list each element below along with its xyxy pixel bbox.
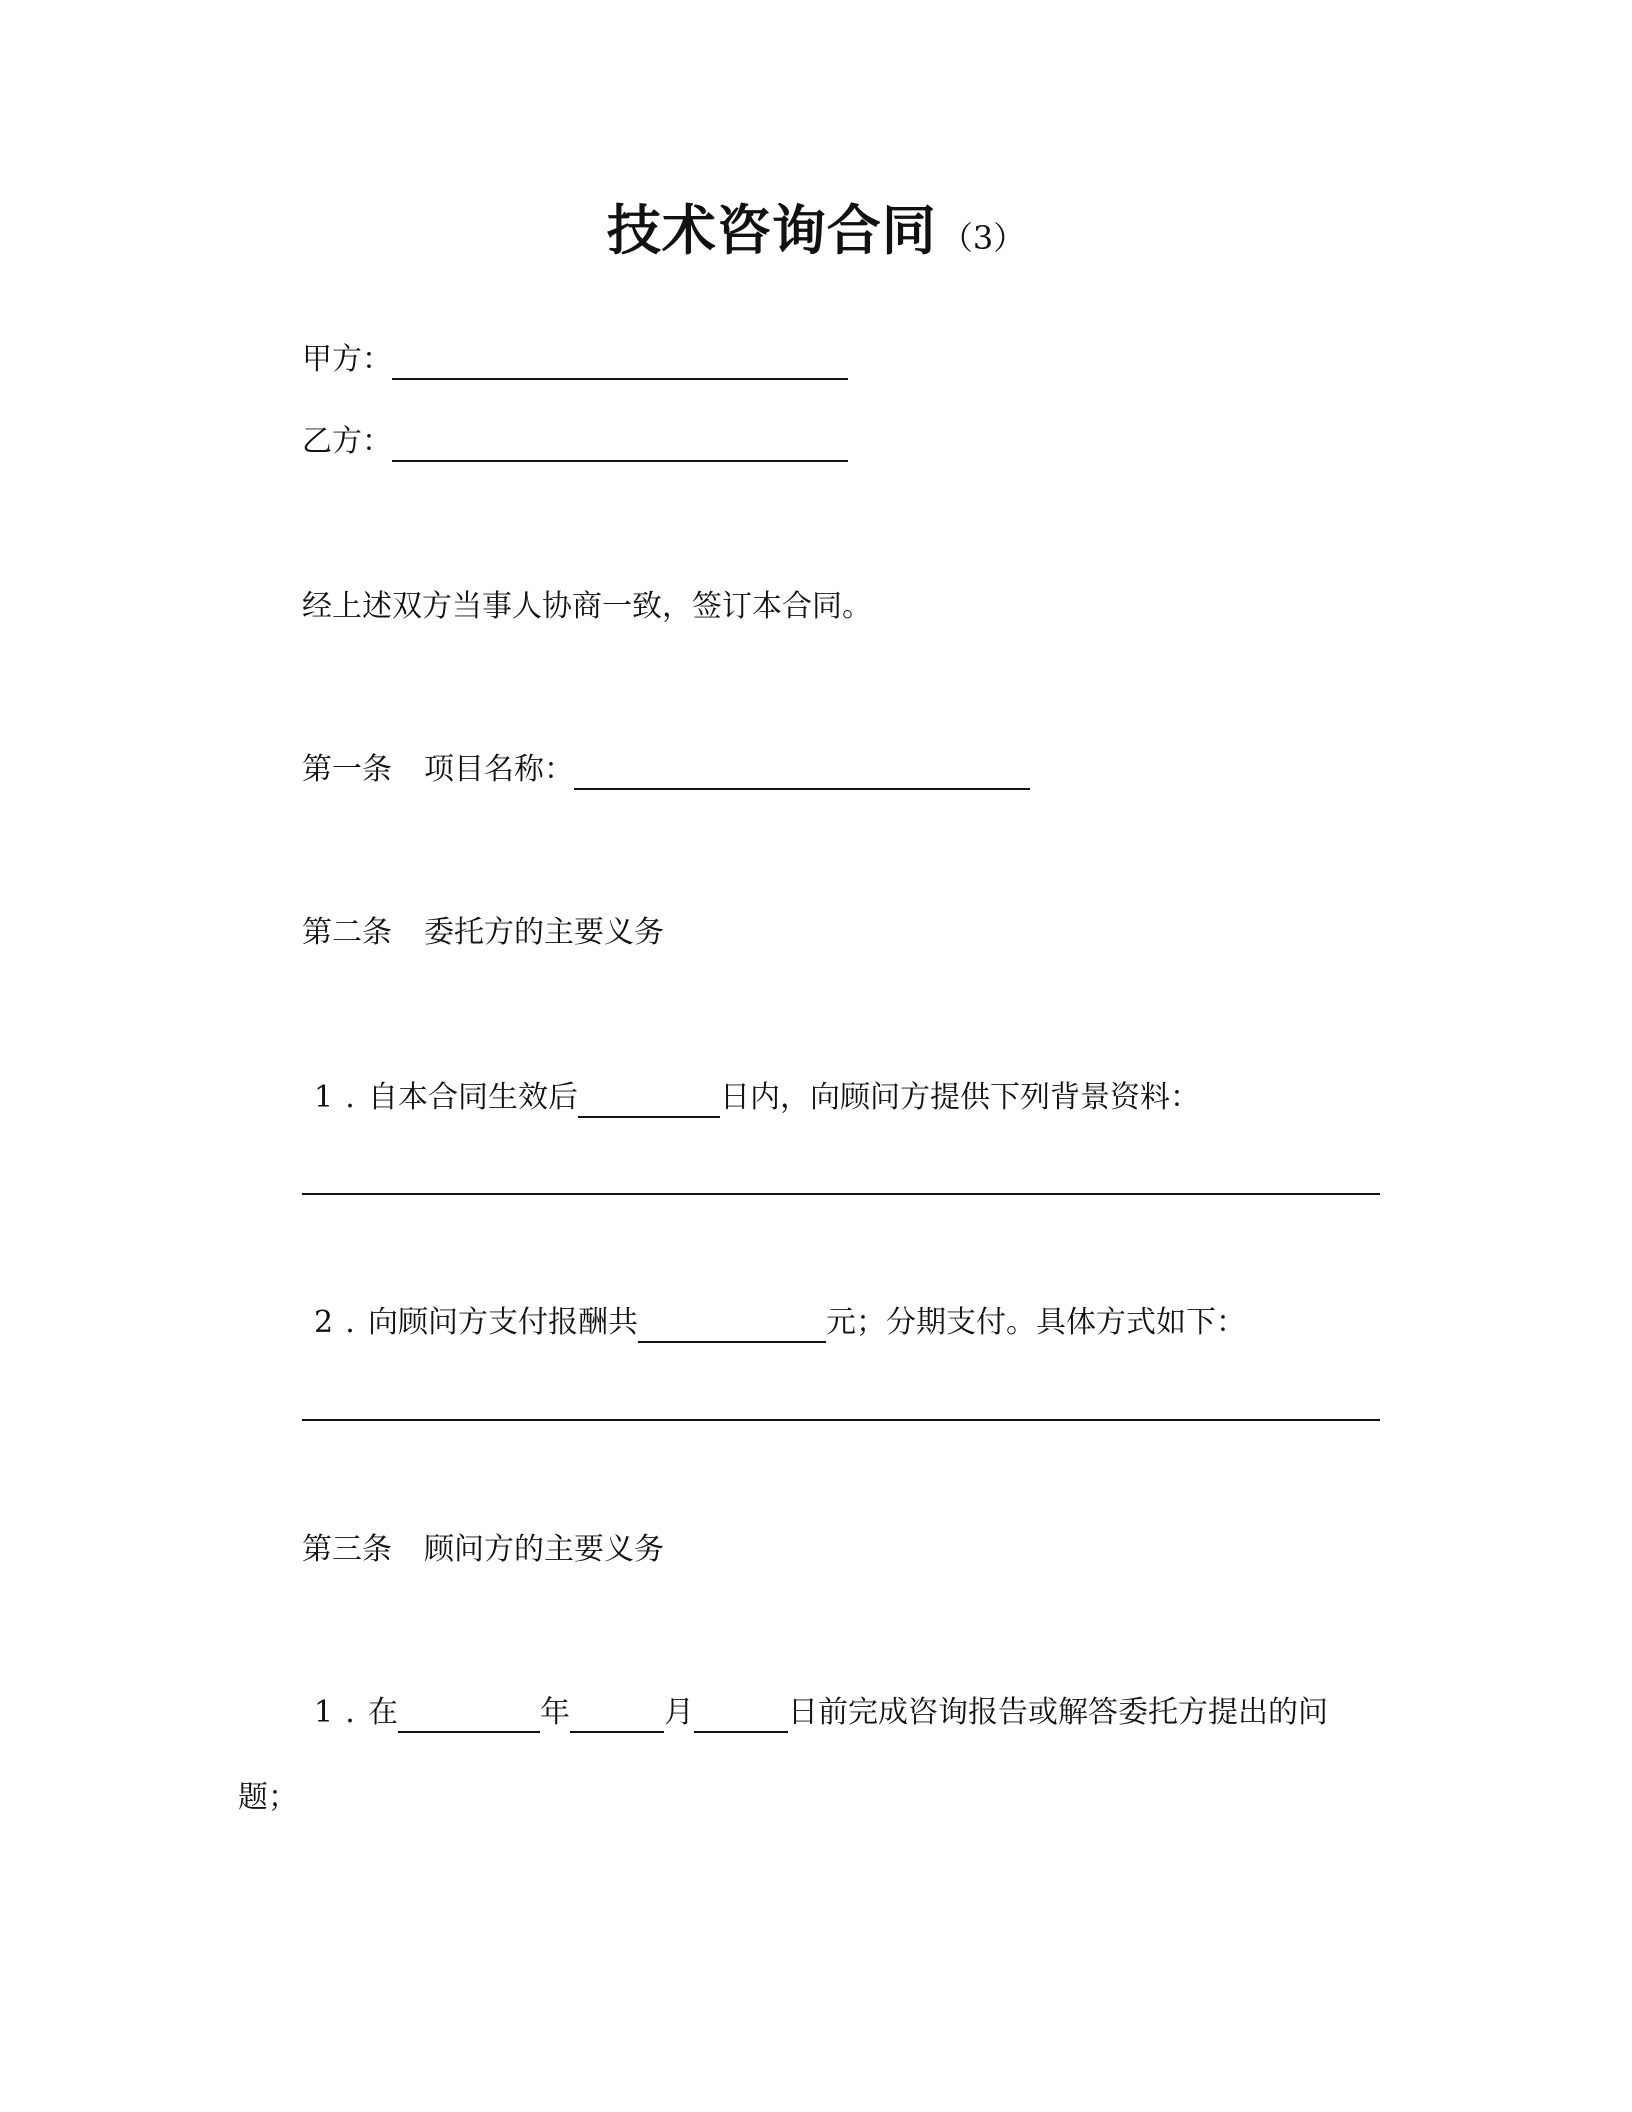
article-1-label: 项目名称： [424, 752, 574, 787]
payment-amount-blank[interactable] [638, 1309, 826, 1343]
article-1-number: 第一条 [302, 752, 392, 787]
article-3-item-1 [302, 1693, 1328, 1733]
article-2-number: 第二条 [302, 915, 392, 950]
item-text-before: 向顾问方支付报酬共 [368, 1305, 638, 1340]
month-blank[interactable] [570, 1699, 664, 1733]
article-2-heading-line [302, 913, 664, 953]
article-3-heading-line [302, 1530, 664, 1570]
item-number: 1 [314, 1695, 334, 1730]
title-main: 技术咨询合同 [606, 199, 937, 262]
year-blank[interactable] [398, 1699, 540, 1733]
item-number: 2 [314, 1305, 334, 1340]
party-a-blank[interactable] [392, 346, 848, 380]
item-text-before: 在 [368, 1695, 398, 1730]
year-label: 年 [540, 1695, 570, 1730]
item-dot: . [345, 1305, 355, 1340]
preamble: 经上述双方当事人协商一致，签订本合同。 [302, 589, 872, 624]
article-2-item-1 [302, 1078, 1200, 1118]
party-b-line [302, 422, 848, 462]
article-2-item-2 [302, 1303, 1246, 1343]
item-dot: . [345, 1080, 355, 1115]
party-b-label: 乙方： [302, 424, 392, 459]
page-title [0, 188, 1632, 265]
item-text-before: 自本合同生效后 [368, 1080, 578, 1115]
item-text-after: 日内，向顾问方提供下列背景资料： [720, 1080, 1200, 1115]
article-2-heading: 委托方的主要义务 [424, 915, 664, 950]
project-name-blank[interactable] [574, 756, 1030, 790]
party-b-blank[interactable] [392, 428, 848, 462]
article-3-heading: 顾问方的主要义务 [424, 1532, 664, 1567]
article-3-item-1-continuation: 题； [238, 1780, 298, 1815]
background-materials-blank[interactable] [302, 1193, 1380, 1195]
title-suffix: （3） [940, 219, 1026, 257]
item-dot: . [345, 1695, 355, 1730]
item-text-after: 日前完成咨询报告或解答委托方提出的问 [788, 1695, 1328, 1730]
payment-method-blank[interactable] [302, 1419, 1380, 1421]
month-label: 月 [664, 1695, 694, 1730]
article-1-line [302, 750, 1030, 790]
days-blank[interactable] [578, 1084, 720, 1118]
party-a-label: 甲方： [302, 342, 392, 377]
day-blank[interactable] [694, 1699, 788, 1733]
article-3-number: 第三条 [302, 1532, 392, 1567]
item-number: 1 [314, 1080, 334, 1115]
item-text-after: 元；分期支付。具体方式如下： [826, 1305, 1246, 1340]
party-a-line [302, 340, 848, 380]
